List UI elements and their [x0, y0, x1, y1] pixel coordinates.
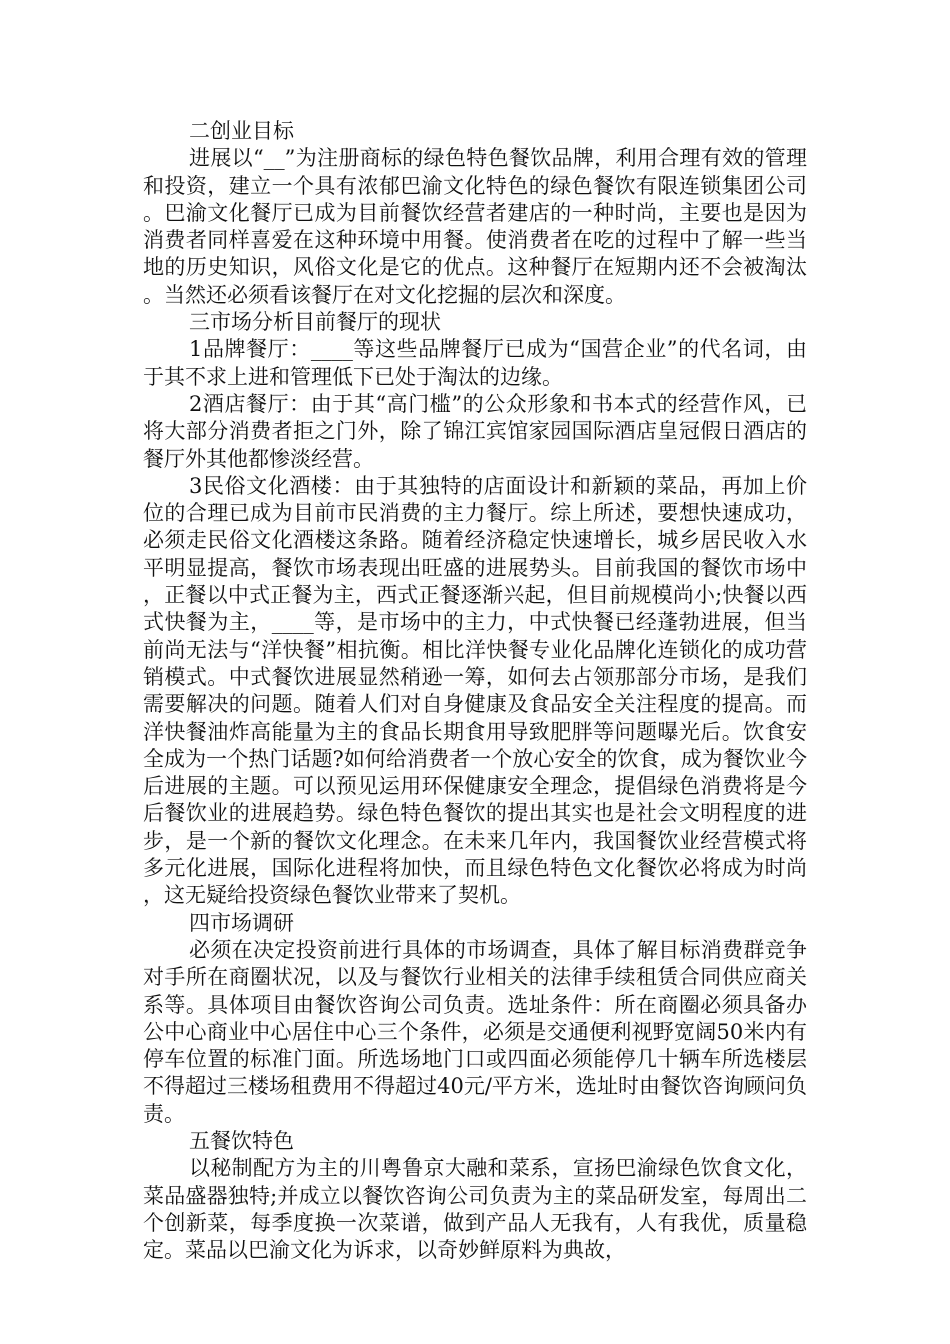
- paragraph-startup-goal: 进展以“__”为注册商标的绿色特色餐饮品牌，利用合理有效的管理和投资，建立一个具有浓郁巴渝文化特色的绿色餐饮有限连锁集团公司。巴渝文化餐厅已成为目前餐饮经营者建店的一种时尚，主要也是因为消费者同样喜爱在这种环境中用餐。使消费者在吃的过程中了解一些当地的历史知识，风俗文化是它的优点。这种餐厅在短期内还不会被淘汰。当然还必须看该餐厅在对文化挖掘的层次和深度。: [143, 146, 807, 307]
- paragraph-brand-restaurants: 1品牌餐厅：____等这些品牌餐厅已成为“国营企业”的代名词，由于其不求上进和管理低下已处于淘汰的边缘。: [143, 337, 807, 389]
- document-page: [143, 118, 807, 1264]
- paragraph-market-research: 必须在决定投资前进行具体的市场调查，具体了解目标消费群竞争对手所在商圈状况，以及与餐饮行业相关的法律手续租赁合同供应商关系等。具体项目由餐饮咨询公司负责。选址条件：所在商圈必须具备办公中心商业中心居住中心三个条件，必须是交通便利视野宽阔50米内有停车位置的标准门面。所选场地门口或四面必须能停几十辆车所选楼层不得超过三楼场租费用不得超过40元/平方米，选址时由餐饮咨询顾问负责。: [143, 937, 807, 1126]
- paragraph-dining-features: 以秘制配方为主的川粤鲁京大融和菜系，宣扬巴渝绿色饮食文化，菜品盛器独特;并成立以餐饮咨询公司负责为主的菜品研发室，每周出二个创新菜，每季度换一次菜谱，做到产品人无我有，人有我优，质量稳定。菜品以巴渝文化为诉求，以奇妙鲜原料为典故，: [143, 1156, 807, 1263]
- section-heading-dining-features: 五餐饮特色: [189, 1128, 294, 1153]
- section-heading-market-research: 四市场调研: [189, 910, 294, 935]
- section-heading-startup-goal: 二创业目标: [189, 119, 294, 143]
- paragraph-hotel-restaurants: 2酒店餐厅：由于其“高门槛”的公众形象和书本式的经营作风，已将大部分消费者拒之门外，除了锦江宾馆家园国际酒店皇冠假日酒店的餐厅外其他都惨淡经营。: [143, 391, 807, 471]
- paragraph-folk-culture-restaurants: 3民俗文化酒楼：由于其独特的店面设计和新颖的菜品，再加上价位的合理已成为目前市民消费的主力餐厅。综上所述，要想快速成功，必须走民俗文化酒楼这条路。随着经济稳定快速增长，城乡居民收入水平明显提高，餐饮市场表现出旺盛的进展势头。目前我国的餐饮市场中，正餐以中式正餐为主，西式正餐逐渐兴起，但目前规模尚小;快餐以西式快餐为主，____等，是市场中的主力，中式快餐已经蓬勃进展，但当前尚无法与“洋快餐”相抗衡。相比洋快餐专业化品牌化连锁化的成功营销模式。中式餐饮进展显然稍逊一筹，如何去占领那部分市场，是我们需要解决的问题。随着人们对自身健康及食品安全关注程度的提高。而洋快餐油炸高能量为主的食品长期食用导致肥胖等问题曝光后。饮食安全成为一个热门话题?如何给消费者一个放心安全的饮食，成为餐饮业今后进展的主题。可以预见运用环保健康安全理念，提倡绿色消费将是今后餐饮业的进展趋势。绿色特色餐饮的提出其实也是社会文明程度的进步，是一个新的餐饮文化理念。在未来几年内，我国餐饮业经营模式将多元化进展，国际化进程将加快，而且绿色特色文化餐饮必将成为时尚，这无疑给投资绿色餐饮业带来了契机。: [143, 473, 807, 908]
- section-heading-market-analysis: 三市场分析目前餐厅的现状: [189, 310, 441, 335]
